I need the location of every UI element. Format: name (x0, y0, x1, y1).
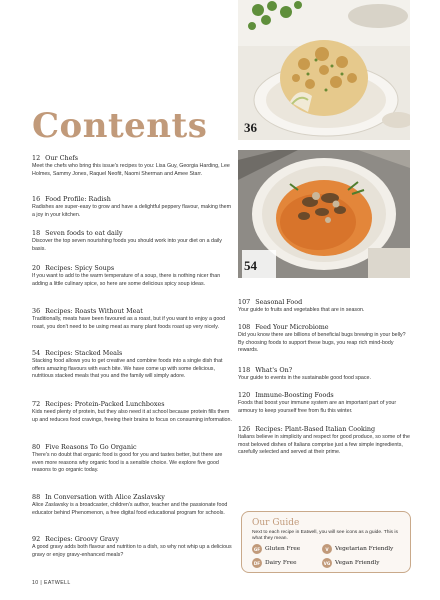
guide-item-label: Vegetarian Friendly (335, 546, 394, 552)
toc-page-number: 80 (32, 443, 41, 451)
toc-entry-title: Recipes: Stacked Meals (45, 349, 123, 357)
toc-entry-title: Feed Your Microbiome (255, 323, 329, 331)
guide-item-gluten-free (252, 544, 300, 554)
toc-entry[interactable] (32, 493, 232, 517)
page-title: Contents (32, 106, 208, 146)
photo-page-number: 54 (244, 258, 257, 273)
toc-page-number: 92 (32, 535, 41, 543)
toc-page-number: 107 (238, 298, 251, 306)
toc-entry-description: There's no doubt that organic food is good for you and tastes better, but there are even more reasons why organic food is a sensible choice. We explore five good reasons to go organic today. (32, 452, 223, 474)
gluten-free-icon: GF (252, 544, 262, 554)
toc-entry-heading (238, 425, 410, 433)
toc-entry-title: In Conversation with Alice Zaslavsky (45, 493, 165, 501)
toc-entry[interactable] (238, 391, 410, 415)
toc-page-number: 36 (32, 307, 41, 315)
toc-entry-title: Food Profile: Radish (45, 195, 111, 203)
toc-page-number: 54 (32, 349, 41, 357)
toc-entry-description: Your guide to fruits and vegetables that are in season. (238, 307, 365, 313)
guide-item-label: Dairy Free (265, 560, 297, 566)
toc-entry-heading (32, 493, 232, 501)
toc-entry-heading (32, 349, 232, 357)
toc-entry-description: Italians believe in simplicity and respect for good produce, so some of the most beloved dishes of Italians comprise just a few simple ingredients, carefully selected and served at their prime. (238, 434, 410, 456)
toc-entry-heading (32, 195, 232, 203)
toc-entry[interactable] (238, 298, 410, 315)
toc-entry[interactable] (32, 264, 232, 288)
cauliflower-illustration (238, 0, 410, 140)
toc-entry-description: Kids need plenty of protein, but they also need it at school because protein fills them up and reduces food cravings, freeing their brains to focus on consuming information. (32, 409, 232, 423)
toc-entry-heading (238, 323, 410, 331)
vegetarian-icon: V (322, 544, 332, 554)
toc-entry-heading (32, 264, 232, 272)
toc-entry-heading (32, 229, 232, 237)
toc-page-number: 88 (32, 493, 41, 501)
toc-page-number: 126 (238, 425, 251, 433)
guide-item-vegetarian (322, 544, 393, 554)
vegan-icon: VG (322, 558, 332, 568)
toc-entry-title: Recipes: Roasts Without Meat (45, 307, 143, 315)
toc-entry-title: Recipes: Spicy Soups (45, 264, 115, 272)
toc-entry-heading (32, 443, 232, 451)
toc-page-number: 12 (32, 154, 41, 162)
toc-page-number: 108 (238, 323, 251, 331)
toc-entry-description: Discover the top seven nourishing foods you should work into your diet on a daily basis. (32, 238, 222, 252)
toc-entry-description: Meet the chefs who bring this issue's recipes to you: Lisa Guy, Georgia Harding, Lee Holmes, Sammy Jones, Raquel Neofit, Naomi Sherman and Amee Starr. (32, 163, 230, 177)
toc-entry[interactable] (32, 307, 232, 331)
toc-entry-heading (238, 366, 410, 374)
guide-item-label: Gluten Free (265, 546, 301, 552)
toc-entry[interactable] (238, 366, 410, 383)
guide-title: Our Guide (252, 518, 300, 528)
toc-entry-description: Stacking food allows you to get creative and combine foods into a single dish that offers amazing flavours with each bite. We have come up with some delicious, nutritious stacked meals that you and the family will simply adore. (32, 358, 223, 380)
toc-entry-title: What's On? (255, 366, 293, 374)
toc-entry-heading (238, 391, 410, 399)
toc-entry[interactable] (32, 535, 232, 559)
toc-page-number: 120 (238, 391, 251, 399)
toc-page-number: 18 (32, 229, 41, 237)
toc-entry-description: Foods that boost your immune system are an important part of your armoury to keep yourself free from flu this winter. (238, 400, 397, 414)
toc-entry-title: Recipes: Groovy Gravy (45, 535, 119, 543)
toc-entry[interactable] (32, 154, 232, 178)
toc-entry-description: A good gravy adds both flavour and nutrition to a dish, so why not whip up a delicious gravy or enjoy gravy-enhanced meals? (32, 544, 232, 558)
toc-entry[interactable] (32, 229, 232, 253)
toc-page-number: 16 (32, 195, 41, 203)
photo-page-number: 36 (244, 120, 257, 135)
toc-entry-heading (32, 307, 232, 315)
guide-description: Next to each recipe in Eatwell, you will see icons as a guide. This is what they mean. (252, 530, 398, 542)
toc-entry-title: Recipes: Plant-Based Italian Cooking (255, 425, 376, 433)
toc-entry-title: Five Reasons To Go Organic (45, 443, 137, 451)
toc-entry-heading (32, 154, 232, 162)
toc-entry[interactable] (238, 323, 410, 355)
photo-stacked-meal (238, 150, 410, 278)
page-footer: 10 | EATWELL (32, 580, 71, 586)
toc-entry-title: Seasonal Food (255, 298, 303, 306)
toc-entry[interactable] (32, 195, 232, 219)
toc-entry-description: Traditionally, meats have been favoured as a roast, but if you want to enjoy a good roast, you don't need to be using meat as many plant foods roast up very nicely. (32, 316, 226, 330)
toc-entry[interactable] (32, 443, 232, 475)
stacked-meal-illustration (238, 150, 410, 278)
toc-entry-description: Alice Zaslavsky is a broadcaster, children's author, teacher and the passionate food educator behind Phenomenon, a free digital food educational program for schools. (32, 502, 228, 516)
toc-page-number: 20 (32, 264, 41, 272)
guide-item-label: Vegan Friendly (335, 560, 380, 566)
toc-entry[interactable] (238, 425, 410, 457)
dairy-free-icon: DF (252, 558, 262, 568)
our-guide-box (241, 511, 411, 573)
toc-entry-description: Did you know there are billions of beneficial bugs brewing in your belly? By choosing foods to support these bugs, you reap rich mind-body rewards. (238, 332, 406, 354)
toc-entry-heading (32, 535, 232, 543)
toc-entry-description: Your guide to events in the sustainable good food space. (238, 375, 371, 381)
toc-entry-title: Immune-Boosting Foods (255, 391, 334, 399)
toc-entry-title: Seven foods to eat daily (45, 229, 123, 237)
toc-entry-description: If you want to add to the warm temperature of a soup, there is nothing nicer than adding a little culinary spice, so here are some delicious spicy soup ideas. (32, 273, 221, 287)
toc-page-number: 72 (32, 400, 41, 408)
toc-entry-description: Radishes are super-easy to grow and have a delightful peppery flavour, making them a joy in your kitchen. (32, 204, 232, 218)
toc-entry-heading (238, 298, 410, 306)
toc-page-number: 118 (238, 366, 251, 374)
photo-roast-cauliflower (238, 0, 410, 140)
toc-entry[interactable] (32, 400, 232, 424)
toc-entry-title: Recipes: Protein-Packed Lunchboxes (45, 400, 165, 408)
toc-entry[interactable] (32, 349, 232, 381)
toc-entry-title: Our Chefs (45, 154, 79, 162)
guide-item-dairy-free (252, 558, 297, 568)
guide-item-vegan (322, 558, 379, 568)
toc-entry-heading (32, 400, 232, 408)
